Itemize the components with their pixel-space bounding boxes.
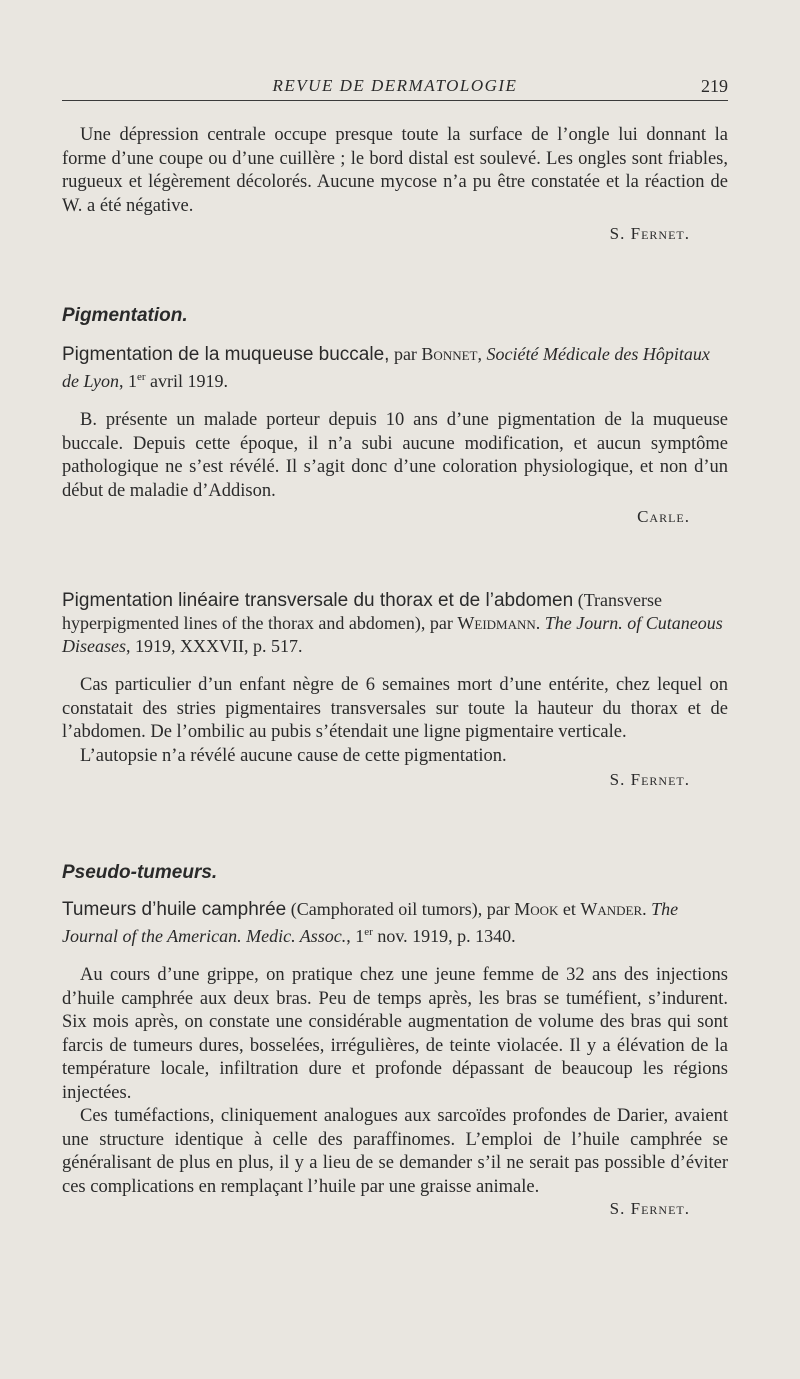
entry-author: Bonnet xyxy=(421,344,478,364)
entry-by: par xyxy=(393,344,417,364)
entry-date-sup: er xyxy=(136,371,146,383)
intro-block xyxy=(62,124,728,244)
entry-body: Cas particulier d’un enfant nègre de 6 semaines mort d’une entérite, chez lequel on constatait des stries pigmentaires transversales sur toute la hauteur du thorax et de l’abdomen. De l’ombilic au pubis s’étendait une ligne pigmentaire verticale. xyxy=(62,675,728,742)
section-pigmentation-heading-wrap xyxy=(62,305,728,327)
entry-author: Weidmann xyxy=(457,613,536,633)
entry-journal: The Journal of the American. Medic. Assoc. xyxy=(62,899,679,946)
intro-signature: S. Fernet. xyxy=(609,224,690,243)
entry-date-sup: er xyxy=(364,926,373,938)
section-heading-pseudo-tumeurs: Pseudo-tumeurs. xyxy=(62,862,218,883)
running-header xyxy=(62,76,728,101)
entry-title: Tumeurs d’huile camphrée xyxy=(62,899,287,920)
section-heading-pigmentation: Pigmentation. xyxy=(62,305,188,326)
entry-signature: S. Fernet. xyxy=(609,1199,690,1218)
entry-camphree xyxy=(62,898,728,1219)
entry-lineaire xyxy=(62,589,728,790)
entry-subtitle: (Camphorated oil tumors), par xyxy=(290,899,510,919)
entry-title: Pigmentation de la muqueuse buccale, xyxy=(62,344,390,365)
running-title: REVUE DE DERMATOLOGIE xyxy=(272,76,518,95)
entry-date-day: 1 xyxy=(127,371,137,391)
entry-citation: Pigmentation linéaire transversale du thorax et de l’abdomen (Transverse hyperpigmented lines of the thorax and abdomen), par Weidmann. The Journ. of Cutaneous Diseases, 1919, XXXVII, p. 517. xyxy=(62,590,723,656)
entry-citation: Tumeurs d’huile camphrée (Camphorated oil tumors), par Mook et Wander. The Journal of the American. Medic. Assoc., 1er nov. 1919, p. 1340. xyxy=(62,899,679,946)
entry-title: Pigmentation linéaire transversale du thorax et de l’abdomen xyxy=(62,590,574,611)
entry-signature: Carle. xyxy=(637,507,690,526)
entry-citation: Pigmentation de la muqueuse buccale, par Bonnet, Société Médicale des Hôpitaux de Lyon, 1er avril 1919. xyxy=(62,344,710,391)
entry-body: B. présente un malade porteur depuis 10 ans d’une pigmentation de la muqueuse buccale. Depuis cette époque, il n’a subi aucune modification, et aucun symptôme pathologique ne s’est révélé. Il s’agit donc d’une coloration physiologique, et non d’un début de maladie d’Addison. xyxy=(62,410,728,501)
entry-signature: S. Fernet. xyxy=(609,770,690,789)
page-number: 219 xyxy=(701,76,728,96)
entry-body-continued: Ces tuméfactions, cliniquement analogues aux sarcoïdes profondes de Darier, avaient une structure identique à celle des paraffinomes. L’emploi de l’huile camphrée se généralisant de plus en plus, il y a lieu de se demander s’il ne serait pas possible d’éviter ces complications en remplaçant l’huile par une graisse animale. xyxy=(62,1106,728,1197)
entry-conjunction: et xyxy=(562,899,576,919)
intro-paragraph: Une dépression centrale occupe presque toute la surface de l’ongle lui donnant la forme d’une coupe ou d’une cuillère ; le bord distal est soulevé. Les ongles sont friables, rugueux et légèrement décolorés. Aucune mycose n’a pu être constatée et la réaction de W. a été négative. xyxy=(62,125,728,216)
entry-muqueuse xyxy=(62,343,728,527)
entry-journal: Société Médicale des Hôpitaux de Lyon xyxy=(62,344,710,391)
entry-body: Au cours d’une grippe, on pratique chez une jeune femme de 32 ans des injections d’huile camphrée aux deux bras. Peu de temps après, les bras se tuméfient, s’indurent. Six mois après, on constate une considérable augmentation de volume des bras qui sont farcis de tumeurs dures, bosselées, irrégulières, de teinte violacée. Il y a élévation de la température locale, infiltration dure et profonde dépassant de beaucoup les régions injectées. xyxy=(62,965,728,1103)
entry-date-day: 1 xyxy=(355,926,365,946)
entry-author-2: Wander xyxy=(580,899,643,919)
entry-date: nov. 1919, p. 1340. xyxy=(377,926,516,946)
entry-reference: 1919, XXXVII, p. 517. xyxy=(135,636,303,656)
entry-subtitle: (Transverse hyperpigmented lines of the thorax and abdomen), par xyxy=(62,590,663,633)
entry-author-1: Mook xyxy=(514,899,559,919)
section-pseudotumeurs-heading-wrap xyxy=(62,862,728,884)
entry-body-continued: L’autopsie n’a révélé aucune cause de cette pigmentation. xyxy=(80,745,507,766)
entry-date: avril 1919. xyxy=(150,371,228,391)
entry-journal: The Journ. of Cutaneous Diseases xyxy=(62,613,723,656)
